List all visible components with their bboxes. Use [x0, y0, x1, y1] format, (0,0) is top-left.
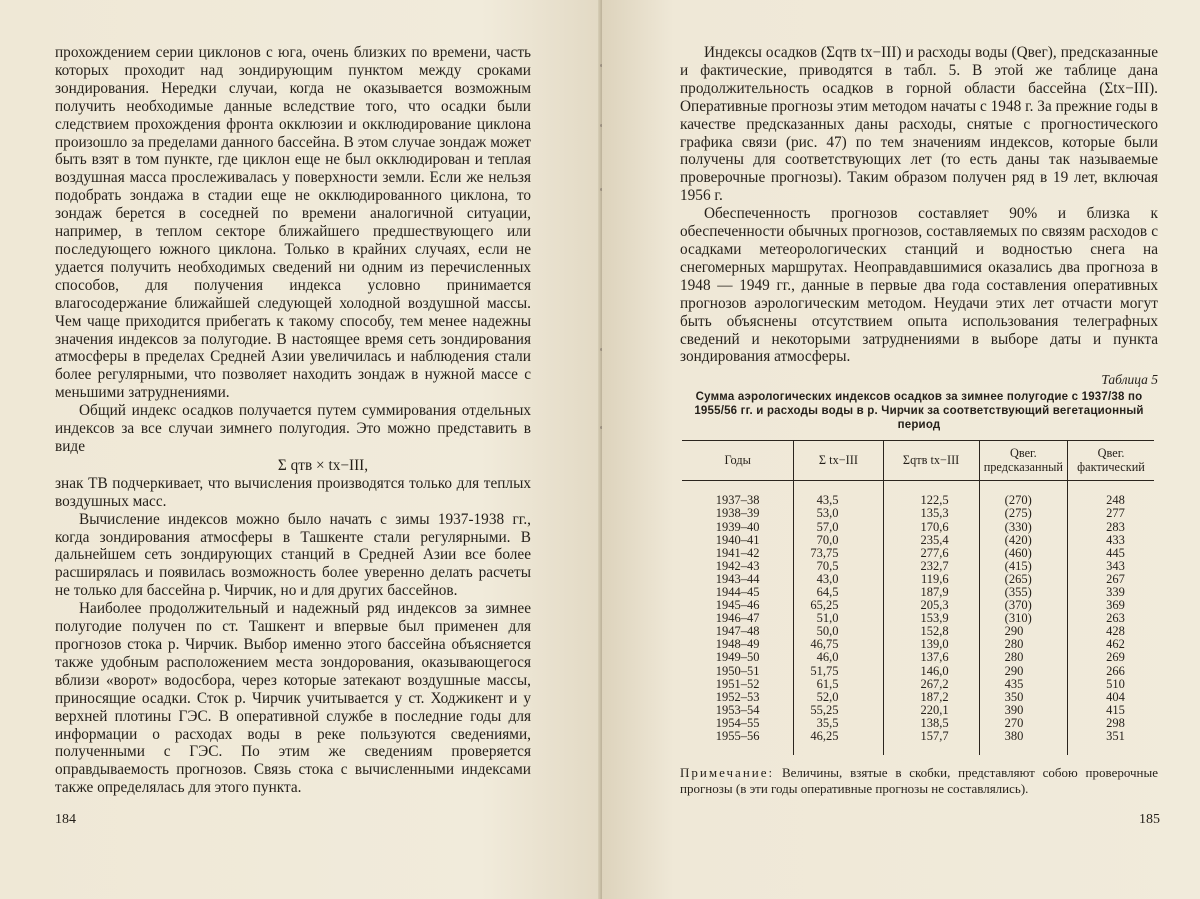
table-cell: 1955–56 [715, 729, 760, 743]
table-cell: 380 [979, 730, 1067, 755]
page-number: 185 [1139, 812, 1160, 827]
table-cell: 433 [1068, 534, 1154, 547]
table-row [682, 691, 1154, 704]
table-row [682, 507, 1154, 520]
table-cell: 1949–50 [715, 650, 760, 665]
table-cell: 390 [979, 704, 1067, 717]
table-row [682, 481, 1154, 508]
table-cell: 122,5 [883, 481, 979, 508]
table-cell: 139,0 [883, 638, 979, 651]
table-cell: 52,0 [794, 691, 883, 704]
table-cell: 152,8 [883, 625, 979, 638]
table-title: Сумма аэрологических индексов осадков за зимнее полугодие с 1937/38 по 1955/56 гг. и расходы воды в р. Чирчик за соответствующий вегетационный период [694, 391, 1144, 432]
table-cell: 46,25 [794, 730, 883, 755]
table-cell: 1945–46 [715, 598, 760, 613]
table-cell: 232,7 [883, 560, 979, 573]
table-cell: 187,9 [883, 586, 979, 599]
table-cell: 53,0 [794, 507, 883, 520]
table-row [682, 730, 1154, 755]
table-cell: 1946–47 [715, 611, 760, 626]
table-cell: 43,5 [794, 481, 883, 508]
table-cell: 1940–41 [715, 532, 760, 547]
table-cell: 1937–38 [715, 493, 760, 508]
table-cell: (310) [979, 612, 1067, 625]
table-cell: 46,75 [794, 638, 883, 651]
table-cell: 248 [1068, 481, 1154, 508]
table-cell: 1954–55 [715, 715, 760, 730]
table-cell: 55,25 [794, 704, 883, 717]
table-cell: 462 [1068, 638, 1154, 651]
table-cell: 70,5 [794, 560, 883, 573]
table-cell: (415) [979, 560, 1067, 573]
note-text: Величины, взятые в скобки, представляют собою проверочные прогнозы (в эти годы оперативные прогнозы не составлялись). [680, 765, 1159, 797]
table-cell: 351 [1068, 730, 1154, 755]
table-cell: 1938–39 [715, 506, 760, 521]
table-cell: 267,2 [883, 678, 979, 691]
table-cell: 46,0 [794, 651, 883, 664]
table-cell: 1948–49 [715, 637, 760, 652]
table-cell: 157,7 [883, 730, 979, 755]
table-cell: 119,6 [883, 573, 979, 586]
table-cell: 220,1 [883, 704, 979, 717]
page-number: 184 [55, 812, 76, 827]
table-cell: 445 [1068, 547, 1154, 560]
table-cell: 1952–53 [715, 689, 760, 704]
table-cell: 350 [979, 691, 1067, 704]
table-cell: 1951–52 [715, 676, 760, 691]
table-cell: 339 [1068, 586, 1154, 599]
table-cell: 137,6 [883, 651, 979, 664]
paragraph: Обеспеченность прогнозов составляет 90% и близка к обеспеченности обычных прогнозов, составляемых по связям расходов с осадками метеорологических станций и водностью снега на снегомерных маршрутах. Неоправдавшимися оказались два прогноза в 1948 — 1949 гг., данные в первые два года составления оперативных прогнозов аэрологическим методом. Неудачи этих лет отчасти могут быть объяснены отсутствием опыта использования телеграфных сведений и некоторыми затруднениями в выборе даты и пункта зондирования атмосферы. [680, 205, 1158, 366]
table-header-row [682, 441, 1154, 481]
table-cell: 170,6 [883, 521, 979, 534]
table-cell: 415 [1068, 704, 1154, 717]
table-cell: 435 [979, 678, 1067, 691]
table-cell: (270) [979, 481, 1067, 508]
table-cell: 510 [1068, 678, 1154, 691]
table-row [682, 651, 1154, 664]
table-cell: 266 [1068, 665, 1154, 678]
table-cell: 290 [979, 625, 1067, 638]
table-cell: 57,0 [794, 521, 883, 534]
table-cell: 1950–51 [715, 663, 760, 678]
right-page [602, 0, 1200, 899]
table-cell: 283 [1068, 521, 1154, 534]
table-row [682, 573, 1154, 586]
table-cell: (355) [979, 586, 1067, 599]
column-header-sum-q: Σqтв tх−III [883, 441, 979, 481]
table-cell: 369 [1068, 599, 1154, 612]
column-header-q-actual: Qвег. фактический [1068, 441, 1154, 481]
table-cell: 280 [979, 651, 1067, 664]
table-cell: 263 [1068, 612, 1154, 625]
table-cell: 73,75 [794, 547, 883, 560]
table-row [682, 678, 1154, 691]
table-cell: 277,6 [883, 547, 979, 560]
paragraph: Общий индекс осадков получается путем суммирования отдельных индексов за все случаи зимнего полугодия. Это можно представить в виде [55, 402, 531, 455]
table-cell: 64,5 [794, 586, 883, 599]
table-body [682, 481, 1154, 755]
table-cell: 1941–42 [715, 545, 760, 560]
table-cell: 205,3 [883, 599, 979, 612]
table-row [682, 521, 1154, 534]
paragraph: Вычисление индексов можно было начать с зимы 1937-1938 гг., когда зондирования атмосферы в Ташкенте стали регулярными. В дальнейшем сеть зондирующих станций в Средней Азии все более расширялась и появилась возможность более уверенно делать расчеты не только для бассейна р. Чирчик, но и для других бассейнов. [55, 510, 531, 600]
table-cell: 1942–43 [715, 558, 760, 573]
table-cell: 280 [979, 638, 1067, 651]
table-cell: 1944–45 [715, 584, 760, 599]
table-cell: (460) [979, 547, 1067, 560]
table-row [682, 560, 1154, 573]
table-cell: 1939–40 [715, 519, 760, 534]
table-cell: 135,3 [883, 507, 979, 520]
table-cell: 65,25 [794, 599, 883, 612]
paragraph: Индексы осадков (Σqтв tх−III) и расходы воды (Qвег), предсказанные и фактические, приводятся в табл. 5. В этой же таблице дана продолжительность осадков в горной области бассейна (Σtх−III). Оперативные прогнозы этим методом начаты с 1948 г. За прежние годы в качестве предсказанных даны расходы, снятые с прогностического графика связи (рис. 47) по тем значениям индексов, которые были получены для соответствующих лет (то есть даны так называемые проверочные прогнозы). Таким образом получен ряд в 19 лет, включая 1956 г. [680, 44, 1158, 205]
table-cell: 35,5 [794, 717, 883, 730]
table-cell: 267 [1068, 573, 1154, 586]
table-cell: 428 [1068, 625, 1154, 638]
table-cell: 235,4 [883, 534, 979, 547]
table-cell: 290 [979, 665, 1067, 678]
table-cell: 51,75 [794, 665, 883, 678]
table-cell: 1947–48 [715, 624, 760, 639]
note-label: Примечание: [680, 765, 775, 781]
table-cell: 153,9 [883, 612, 979, 625]
table-cell: (275) [979, 507, 1067, 520]
table-cell: 138,5 [883, 717, 979, 730]
table-cell: (330) [979, 521, 1067, 534]
left-page-text [55, 44, 531, 797]
table-cell: 404 [1068, 691, 1154, 704]
column-header-years: Годы [682, 441, 794, 481]
table-cell: 50,0 [794, 625, 883, 638]
table-cell: 298 [1068, 717, 1154, 730]
table-cell: (370) [979, 599, 1067, 612]
column-header-q-predicted: Qвег. предсказанный [979, 441, 1067, 481]
table-cell: 51,0 [794, 612, 883, 625]
table-row [682, 704, 1154, 717]
table-note [680, 765, 1158, 797]
formula: Σ qтв × tх−III, [277, 456, 369, 474]
table-cell: 1943–44 [715, 571, 760, 586]
table-cell: (265) [979, 573, 1067, 586]
table-cell: 61,5 [794, 678, 883, 691]
table-row [682, 534, 1154, 547]
table-cell: 187,2 [883, 691, 979, 704]
table-cell: 270 [979, 717, 1067, 730]
right-page-text [680, 44, 1158, 797]
table-cell: 343 [1068, 560, 1154, 573]
table-cell: (420) [979, 534, 1067, 547]
paragraph: Наиболее продолжительный и надежный ряд индексов за зимнее полугодие получен по ст. Ташкент и впервые был применен для прогнозов стока р. Чирчик. Выбор именно этого бассейна объясняется также удобным расположением места зондорования, оказывающегося вблизи «ворот» водосбора, через которые затекают воздушные массы, приносящие осадки. Сток р. Чирчик учитывается у ст. Ходжикент и у верхней плотины ГЭС. В оперативной службе в последние годы для информации о расходах воды в реке пользуются сведениями, полученными с ГЭС. По этим же сведениям проверяется оправдываемость прогнозов. Связь стока с вычисленными индексами также определялась для этого пункта. [55, 600, 531, 797]
column-header-sum-t: Σ tх−III [794, 441, 883, 481]
table-row [682, 547, 1154, 560]
table-caption: Таблица 5 [1101, 372, 1158, 388]
paragraph: знак ТВ подчеркивает, что вычисления производятся только для теплых воздушных масс. [55, 474, 531, 510]
table-row [682, 665, 1154, 678]
table-cell: 269 [1068, 651, 1154, 664]
data-table [682, 440, 1154, 755]
table-cell: 43,0 [794, 573, 883, 586]
table-cell: 70,0 [794, 534, 883, 547]
table-cell: 146,0 [883, 665, 979, 678]
paragraph: прохождением серии циклонов с юга, очень близких по времени, часть которых проходит над зондирующим пунктом между сроками зондирования. Нередки случаи, когда не оказывается возможным получить необходимые данные вследствие того, что осадки были следствием прохождения фронта окклюзии и окклюдирование циклона произошло за пределами данного бассейна. В этом случае зондаж может быть взят в том пункте, где циклон еще не был окклюдирован и теплая воздушная масса прослеживалась у поверхности земли. Если же нельзя подобрать зондажа в стадии еще не окклюдированного циклона, то зондаж берется в соседней по времени аналогичной ситуации, например, в теплом секторе ближайшего предшествующего или последующего южного циклона. Только в крайних случаях, если не удается получить необходимых сведений ни одним из перечисленных способов, для получения индекса условно принимается влагосодержание ближайшей следующей холодной воздушной массы. Чем чаще приходится прибегать к такому способу, тем менее надежны значения индексов за полугодие. В настоящее время сеть зондирования атмосферы в пределах Средней Азии увеличилась и наблюдения стали более регулярными, что позволяет находить зондаж в нужной массе с меньшими затруднениями. [55, 44, 531, 402]
table-cell: 1953–54 [715, 702, 760, 717]
table-cell: 277 [1068, 507, 1154, 520]
